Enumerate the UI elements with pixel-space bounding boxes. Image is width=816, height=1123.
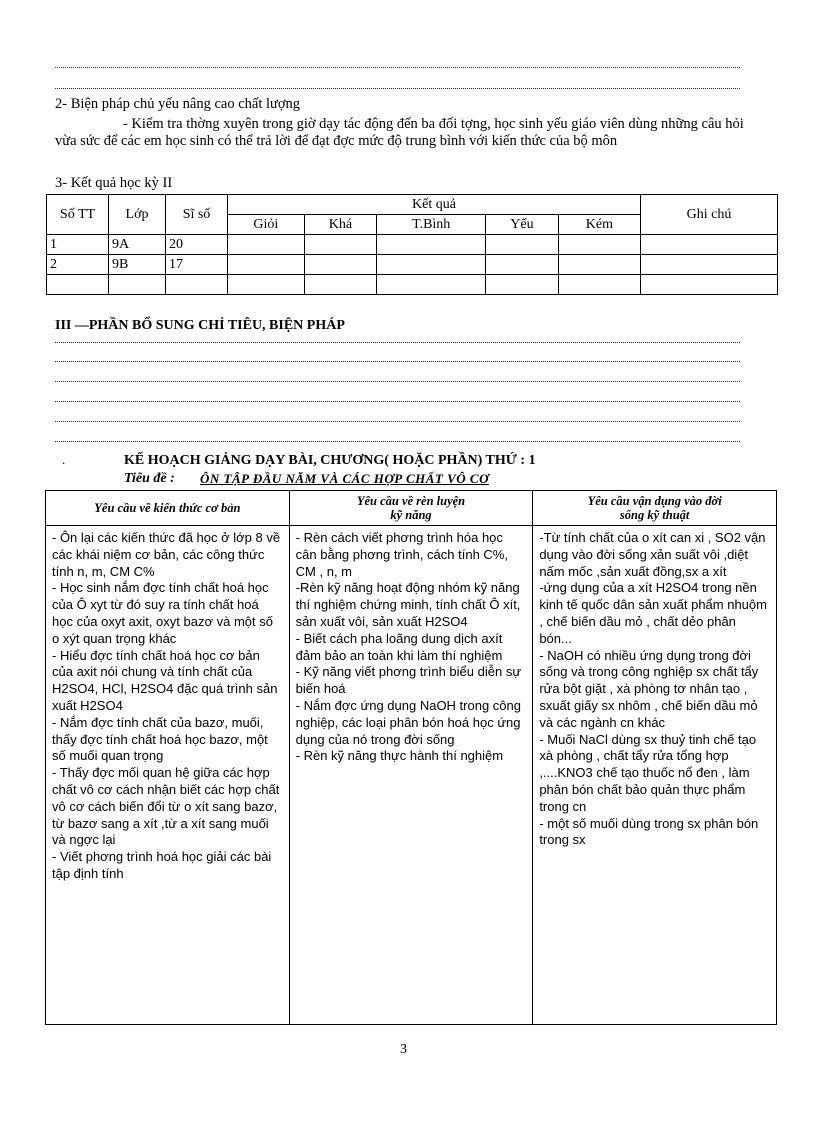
cell-siso: 20 — [166, 235, 228, 255]
section2-heading: 2- Biện pháp chủ yếu nâng cao chất lượng — [55, 96, 301, 112]
list-item: - Viết phơng trình hoá học giải các bài tập định tính — [52, 849, 272, 881]
col3-header — [533, 491, 777, 526]
cell-empty — [641, 235, 778, 255]
cell-empty — [377, 235, 486, 255]
col2-content — [289, 526, 533, 1025]
cell-lop: 9B — [109, 255, 166, 275]
col3-header-line1: Yêu cầu vận dụng vào đời — [587, 494, 722, 508]
cell-siso — [166, 275, 228, 295]
cell-stt: 2 — [47, 255, 109, 275]
list-item: - Ôn lại các kiến thức đã học ở lớp 8 về các khái niệm cơ bản, các công thức tính n, m, CM C% — [52, 530, 281, 579]
cell-stt: 1 — [47, 235, 109, 255]
cell-empty — [558, 255, 640, 275]
dotted-line — [55, 336, 740, 343]
col-ghichu: Ghi chú — [641, 195, 778, 235]
cell-empty — [486, 255, 559, 275]
plan-table — [45, 490, 777, 1025]
col3-header-line2: sống kỹ thuật — [619, 508, 690, 522]
col3-content — [533, 526, 777, 1025]
section3-heading: 3- Kết quả học kỳ II — [55, 175, 173, 191]
list-item: - Hiểu đợc tính chất hoá học cơ bản của axit nói chung và tính chất của H2SO4, HCl, H2SO4 đặc quá trình sản xuất H2SO4 — [52, 647, 278, 713]
cell-lop: 9A — [109, 235, 166, 255]
list-item: - Rèn cách viết phơng trình hóa học cân bằng phơng trình, cách tính C%, CM , n, m — [295, 530, 508, 579]
cell-empty — [641, 275, 778, 295]
section2-body: - Kiểm tra thờng xuyên trong giờ dạy tác động đến ba đối tợng, học sinh yếu giáo viên dùng những câu hỏi vừa sức để các em học sinh có thể trả lời để đạt đợc mức độ trung bình với kiến thức của bộ môn — [55, 116, 744, 149]
plan-heading: KẾ HOẠCH GIẢNG DẠY BÀI, CHƯƠNG( HOẶC PHẦN) THỨ : 1 — [124, 453, 536, 468]
cell-siso: 17 — [166, 255, 228, 275]
dotted-line — [55, 355, 740, 362]
list-item: - Rèn kỹ năng thực hành thí nghiệm — [295, 748, 504, 764]
col-kem: Kém — [558, 215, 640, 235]
list-item: - Muối NaCl dùng sx thuỷ tinh chế tạo xà phòng , chất tẩy rửa tổng hợp ,....KNO3 chế tạo thuốc nổ đen , làm phân bón chất bảo quản thực phẩm trong cn — [539, 731, 757, 814]
cell-empty — [304, 275, 377, 295]
col1-content — [46, 526, 290, 1025]
table-row — [47, 255, 778, 275]
dotted-line — [55, 375, 740, 382]
list-item: - NaOH có nhiều ứng dụng trong đời sống và trong công nghiệp sx chất tẩy rửa bột giặt , xà phòng tơ nhân tạo , sxuất giấy sx nhôm , chế biến dầu mỏ và các ngành cn khác — [539, 647, 759, 730]
list-item: - một số muối dùng trong sx phân bón trong sx — [539, 815, 759, 848]
results-table — [46, 194, 778, 295]
cell-empty — [558, 235, 640, 255]
col-lop: Lớp — [109, 195, 166, 235]
cell-stt — [47, 275, 109, 295]
list-item: - Biết cách pha loãng dung dịch axít đảm bảo an toàn khi làm thí nghiệm — [295, 630, 503, 663]
cell-empty — [486, 235, 559, 255]
col-gioi: Giỏi — [228, 215, 305, 235]
cell-empty — [228, 255, 305, 275]
list-item: - Nắm đợc ứng dụng NaOH trong công nghiệp, các loại phân bón hoá học ứng dụng của nó trong đời sống — [295, 697, 521, 747]
list-item: - Nắm đợc tính chất của bazơ, muối, thấy đợc tính chất hoá học bazơ, một số muối quan trọng — [52, 714, 268, 764]
col-kha: Khá — [304, 215, 377, 235]
dotted-line — [55, 415, 740, 422]
cell-empty — [304, 255, 377, 275]
cell-empty — [228, 235, 305, 255]
table-row — [47, 275, 778, 295]
bullet-dot: . — [62, 452, 66, 467]
list-item: - Thấy đợc mối quan hệ giữa các hợp chất vô cơ cách nhận biết các hợp chất vô cơ cách biến đổi từ o xít sang bazơ, từ bazơ sang a xít ,từ a xít sang muối và ngợc lại — [52, 765, 280, 848]
cell-empty — [377, 275, 486, 295]
list-item: - Học sinh nắm đợc tính chất hoá học của Ô xyt từ đó suy ra tính chất hoá học của oxyt axit, oxyt bazơ và một số o xýt quan trọng khác — [52, 580, 273, 646]
col-siso: Sĩ số — [166, 195, 228, 235]
dotted-line — [55, 435, 740, 442]
cell-empty — [486, 275, 559, 295]
cell-empty — [558, 275, 640, 295]
section-iii-heading: III —PHẦN BỔ SUNG CHỈ TIÊU, BIỆN PHÁP — [55, 318, 345, 333]
list-item: -ứng dụng của a xít H2SO4 trong nền kinh tế quốc dân sản xuất phẩm nhuộm , chế biến dầu mỏ , chất dẻo phân bón... — [539, 580, 767, 646]
cell-empty — [641, 255, 778, 275]
col-tbinh: T.Bình — [377, 215, 486, 235]
col2-header-line1: Yêu cầu về rèn luyện — [356, 494, 466, 508]
cell-lop — [109, 275, 166, 295]
col-ketqua: Kết quả — [228, 195, 641, 215]
cell-empty — [377, 255, 486, 275]
cell-empty — [228, 275, 305, 295]
page-number: 3 — [400, 1042, 407, 1057]
list-item: -Rèn kỹ năng hoạt động nhóm kỹ năng thí nghiệm chứng minh, tính chất Ô xít, sản xuất vôi, sản xuất H2SO4 — [295, 580, 521, 629]
plan-title-label: Tiêu đề : — [124, 471, 175, 486]
list-item: -Từ tính chất của o xít can xi , SO2 vận dụng vào đời sống xản suất vôi ,diệt nấm mốc ,sản xuất đồng,sx a xít — [539, 530, 766, 579]
col1-header: Yêu cầu về kiến thức cơ bản — [46, 491, 290, 526]
table-row — [47, 235, 778, 255]
dotted-line — [55, 395, 740, 402]
cell-empty — [304, 235, 377, 255]
dotted-line — [55, 61, 740, 68]
list-item: - Kỹ năng viết phơng trình biểu diễn sự biến hoá — [295, 664, 522, 697]
col-stt: Số TT — [47, 195, 109, 235]
plan-title-value: ÔN TẬP ĐẦU NĂM VÀ CÁC HỢP CHẤT VÔ CƠ — [200, 471, 489, 486]
col-yeu: Yếu — [486, 215, 559, 235]
col2-header-line2: kỹ năng — [390, 508, 432, 522]
dotted-line — [55, 82, 740, 89]
col2-header — [289, 491, 533, 526]
